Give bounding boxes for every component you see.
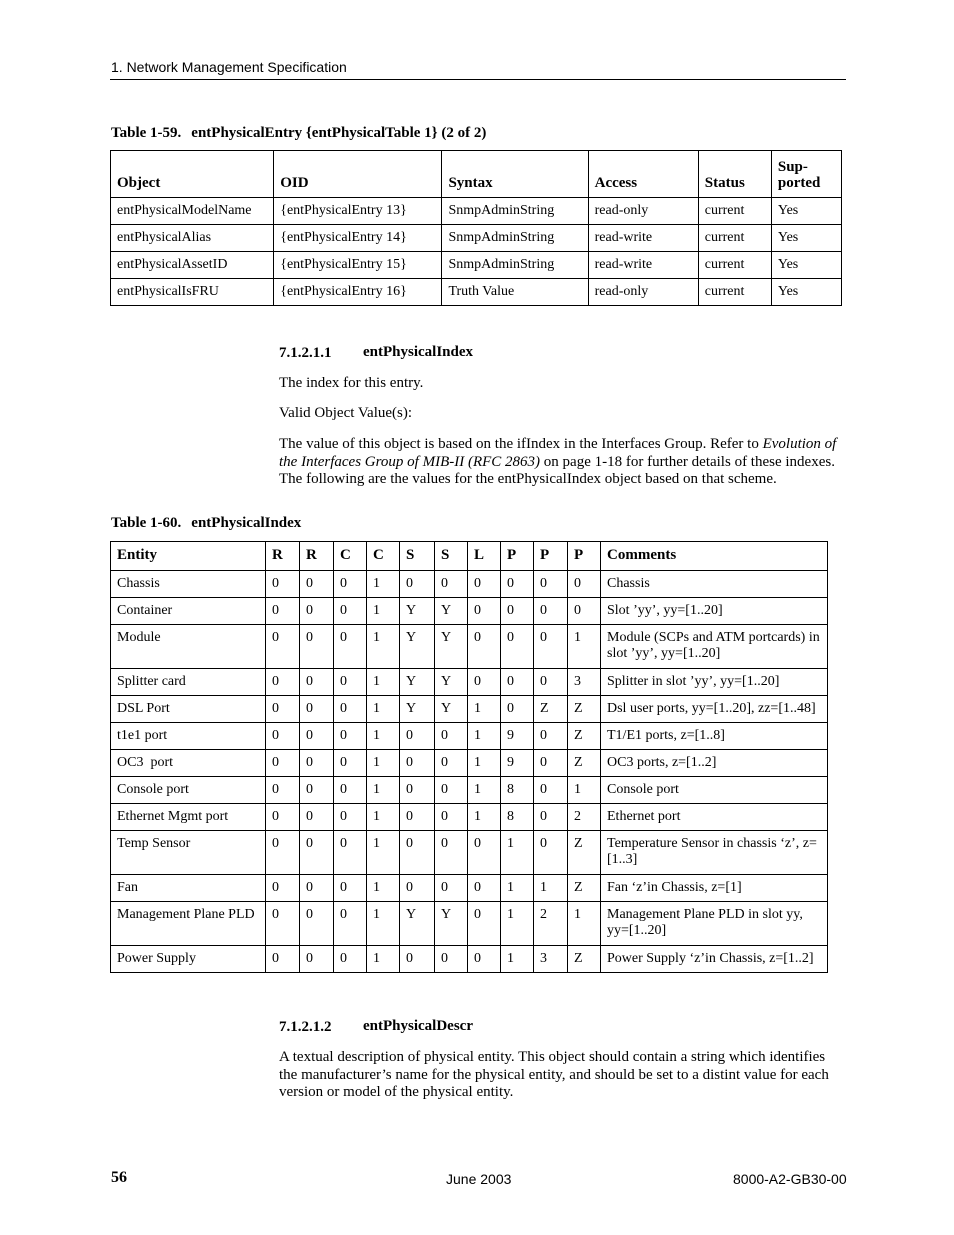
table-cell: 0: [266, 777, 300, 804]
table59-header-access: Access: [588, 151, 698, 198]
table-cell: current: [698, 279, 771, 306]
table-cell: 0: [435, 946, 468, 973]
table-cell: 0: [266, 750, 300, 777]
section-title: entPhysicalDescr: [363, 1018, 473, 1034]
table-cell: Chassis: [601, 571, 828, 598]
table-cell: Z: [568, 723, 601, 750]
table-cell: 0: [435, 875, 468, 902]
table-cell: 0: [334, 750, 367, 777]
table-row: [111, 252, 842, 279]
table-cell: 1: [367, 946, 400, 973]
table-cell: 0: [266, 598, 300, 625]
table-cell: Y: [435, 598, 468, 625]
table-cell: SnmpAdminString: [442, 252, 588, 279]
table-cell: 0: [266, 946, 300, 973]
table60-header-row: [111, 542, 828, 571]
table-cell: 1: [367, 875, 400, 902]
scheme-reference: Evolution of the Interfaces Group of MIB-II (RFC 2863): [279, 436, 837, 470]
table60-header-cell: S: [400, 542, 435, 571]
table-cell: 1: [367, 669, 400, 696]
table-row: [111, 669, 828, 696]
table-cell: Z: [568, 696, 601, 723]
table-cell: 1: [568, 902, 601, 946]
table60-header-cell: P: [568, 542, 601, 571]
table-cell: 0: [568, 571, 601, 598]
table-cell: 0: [468, 946, 501, 973]
table59-header-status: Status: [698, 151, 771, 198]
table-cell: entPhysicalIsFRU: [111, 279, 274, 306]
footer-doc-number: 8000-A2-GB30-00: [733, 1171, 847, 1187]
table-cell: {entPhysicalEntry 14}: [274, 225, 442, 252]
table-row: [111, 875, 828, 902]
table-cell: 0: [534, 804, 568, 831]
table-cell: Management Plane PLD in slot yy, yy=[1..20]: [601, 902, 828, 946]
table-cell: 0: [435, 804, 468, 831]
table-cell: 1: [468, 750, 501, 777]
table-cell: Ethernet Mgmt port: [111, 804, 266, 831]
table-row: [111, 750, 828, 777]
table59-header-supported: [771, 151, 841, 198]
table-cell: 1: [534, 875, 568, 902]
table-row: [111, 198, 842, 225]
table-cell: SnmpAdminString: [442, 198, 588, 225]
table-cell: 0: [266, 625, 300, 669]
table-cell: 0: [400, 831, 435, 875]
table-cell: 2: [568, 804, 601, 831]
table60-header-cell: R: [300, 542, 334, 571]
table-cell: 0: [300, 571, 334, 598]
table-cell: 0: [334, 625, 367, 669]
table-cell: 1: [568, 777, 601, 804]
section-7-1-2-1-1-heading: [279, 344, 474, 362]
table59-header-object: Object: [111, 151, 274, 198]
table-cell: Temp Sensor: [111, 831, 266, 875]
table-cell: 8: [501, 777, 534, 804]
footer-date: June 2003: [446, 1171, 512, 1187]
table-cell: 1: [367, 571, 400, 598]
table-cell: 0: [501, 598, 534, 625]
table-cell: 0: [501, 625, 534, 669]
table-cell: 0: [266, 696, 300, 723]
table-cell: 3: [568, 669, 601, 696]
table59-caption: [111, 125, 486, 142]
table-cell: Z: [568, 946, 601, 973]
supported-line1: Sup-: [777, 159, 808, 175]
table-cell: current: [698, 252, 771, 279]
section-number: 7.1.2.1.1: [279, 345, 332, 361]
table-cell: Y: [400, 696, 435, 723]
table-cell: entPhysicalAssetID: [111, 252, 274, 279]
table60-header-cell: Entity: [111, 542, 266, 571]
table-cell: 0: [334, 946, 367, 973]
table-cell: Fan: [111, 875, 266, 902]
table-cell: DSL Port: [111, 696, 266, 723]
table-cell: 0: [400, 804, 435, 831]
table-cell: 0: [300, 946, 334, 973]
table-cell: Yes: [771, 198, 841, 225]
table-cell: Slot ’yy’, yy=[1..20]: [601, 598, 828, 625]
table-cell: 0: [534, 571, 568, 598]
table-cell: OC3 port: [111, 750, 266, 777]
table-cell: 1: [501, 875, 534, 902]
table-cell: 0: [468, 625, 501, 669]
table-cell: 1: [367, 625, 400, 669]
table-cell: 1: [468, 777, 501, 804]
table-row: [111, 723, 828, 750]
table-cell: Y: [400, 625, 435, 669]
table-row: [111, 804, 828, 831]
table-cell: 1: [367, 831, 400, 875]
table60-header-cell: P: [501, 542, 534, 571]
table-cell: 0: [435, 723, 468, 750]
table-cell: 0: [534, 750, 568, 777]
table-cell: 0: [534, 831, 568, 875]
table-cell: 0: [300, 875, 334, 902]
table-cell: 0: [300, 804, 334, 831]
table60-header-cell: C: [367, 542, 400, 571]
table60-header-cell: C: [334, 542, 367, 571]
table-cell: read-only: [588, 198, 698, 225]
table-cell: Z: [568, 750, 601, 777]
table-cell: 1: [501, 902, 534, 946]
table-cell: Ethernet port: [601, 804, 828, 831]
table-cell: current: [698, 225, 771, 252]
table-cell: Fan ‘z’in Chassis, z=[1]: [601, 875, 828, 902]
table-cell: 0: [300, 777, 334, 804]
table-cell: Y: [435, 669, 468, 696]
table59-header-syntax: Syntax: [442, 151, 588, 198]
table-cell: entPhysicalAlias: [111, 225, 274, 252]
table-cell: 0: [300, 902, 334, 946]
table-cell: 0: [468, 598, 501, 625]
table-cell: 0: [266, 669, 300, 696]
table-cell: 0: [300, 723, 334, 750]
table-cell: 1: [468, 696, 501, 723]
table-cell: Chassis: [111, 571, 266, 598]
table-row: [111, 831, 828, 875]
table-cell: 0: [300, 669, 334, 696]
table60-header-cell: S: [435, 542, 468, 571]
table-cell: 0: [266, 902, 300, 946]
table-cell: Module: [111, 625, 266, 669]
table-cell: 0: [266, 831, 300, 875]
table-cell: Y: [435, 696, 468, 723]
table-cell: read-only: [588, 279, 698, 306]
table60-header-cell: Comments: [601, 542, 828, 571]
table-cell: 0: [266, 804, 300, 831]
section-7-1-2-1-2-heading: [279, 1018, 473, 1036]
section-number: 7.1.2.1.2: [279, 1019, 332, 1035]
table-cell: OC3 ports, z=[1..2]: [601, 750, 828, 777]
table-cell: 0: [435, 571, 468, 598]
table59-header-row: [111, 151, 842, 198]
table60-number: Table 1-60.: [111, 515, 182, 531]
table-cell: 0: [300, 598, 334, 625]
table59: [110, 150, 842, 306]
table-row: [111, 946, 828, 973]
table-cell: 0: [468, 875, 501, 902]
table-cell: {entPhysicalEntry 15}: [274, 252, 442, 279]
table-cell: 0: [534, 625, 568, 669]
table-cell: 0: [334, 723, 367, 750]
table-cell: 8: [501, 804, 534, 831]
table-row: [111, 625, 828, 669]
table-cell: 0: [334, 696, 367, 723]
table-cell: 0: [435, 831, 468, 875]
table-cell: 2: [534, 902, 568, 946]
table-cell: 0: [534, 669, 568, 696]
table-cell: entPhysicalModelName: [111, 198, 274, 225]
table-cell: 0: [501, 696, 534, 723]
table-cell: 0: [400, 750, 435, 777]
table-cell: 0: [534, 598, 568, 625]
table-cell: SnmpAdminString: [442, 225, 588, 252]
page-number: 56: [111, 1169, 127, 1186]
table-cell: Module (SCPs and ATM portcards) in slot ’yy’, yy=[1..20]: [601, 625, 828, 669]
table-cell: current: [698, 198, 771, 225]
table-cell: 0: [266, 571, 300, 598]
table-cell: 0: [468, 669, 501, 696]
table-cell: 0: [400, 777, 435, 804]
table-cell: Splitter card: [111, 669, 266, 696]
table-cell: Y: [400, 598, 435, 625]
paragraph-index-desc: The index for this entry.: [279, 375, 424, 391]
table-cell: 9: [501, 750, 534, 777]
table-cell: 0: [334, 831, 367, 875]
running-header: 1. Network Management Specification: [111, 59, 347, 75]
table-cell: 9: [501, 723, 534, 750]
table-cell: 1: [367, 902, 400, 946]
table-cell: Dsl user ports, yy=[1..20], zz=[1..48]: [601, 696, 828, 723]
table-cell: 0: [300, 831, 334, 875]
table-cell: read-write: [588, 252, 698, 279]
table-cell: Management Plane PLD: [111, 902, 266, 946]
table-cell: {entPhysicalEntry 13}: [274, 198, 442, 225]
table-cell: Console port: [111, 777, 266, 804]
table-cell: 0: [400, 571, 435, 598]
table-cell: 0: [266, 723, 300, 750]
table-cell: Z: [568, 875, 601, 902]
paragraph-index-scheme: [279, 436, 847, 489]
header-rule: [110, 79, 846, 80]
table60: [110, 541, 828, 973]
table-cell: 0: [300, 696, 334, 723]
table-cell: read-write: [588, 225, 698, 252]
table-cell: 0: [334, 875, 367, 902]
table59-header-oid: OID: [274, 151, 442, 198]
table-row: [111, 598, 828, 625]
table-cell: 0: [468, 831, 501, 875]
table-cell: Temperature Sensor in chassis ‘z’, z=[1..3]: [601, 831, 828, 875]
table-row: [111, 777, 828, 804]
table-cell: 0: [334, 804, 367, 831]
table-cell: 0: [300, 750, 334, 777]
table-cell: Container: [111, 598, 266, 625]
table-cell: 1: [367, 777, 400, 804]
scheme-text-b: on page 1-18 for further details of these indexes. The following are the values for the entPhysicalIndex object based on that scheme.: [279, 453, 835, 487]
table-cell: {entPhysicalEntry 16}: [274, 279, 442, 306]
table-cell: 1: [468, 804, 501, 831]
table-cell: 0: [334, 598, 367, 625]
table-cell: 0: [435, 750, 468, 777]
table-cell: Y: [435, 625, 468, 669]
table-cell: 0: [300, 625, 334, 669]
paragraph-valid-values: Valid Object Value(s):: [279, 405, 413, 421]
table-cell: 0: [400, 946, 435, 973]
table-cell: Console port: [601, 777, 828, 804]
supported-line2: ported: [777, 175, 821, 191]
table-cell: 0: [334, 902, 367, 946]
table-cell: 1: [367, 598, 400, 625]
table-row: [111, 225, 842, 252]
table-cell: 1: [367, 750, 400, 777]
table-row: [111, 902, 828, 946]
table-cell: 1: [468, 723, 501, 750]
table-cell: Y: [400, 902, 435, 946]
table-cell: 1: [501, 946, 534, 973]
table-cell: 0: [468, 902, 501, 946]
table60-header-cell: P: [534, 542, 568, 571]
paragraph-descr: A textual description of physical entity. This object should contain a string which identifies the manufacturer’s name for the physical entity, and should be set to a distint value for each version or model of the physical entity.: [279, 1049, 829, 1100]
table-cell: Y: [435, 902, 468, 946]
section-title: entPhysicalIndex: [363, 344, 474, 360]
table-cell: Z: [534, 696, 568, 723]
table-cell: 3: [534, 946, 568, 973]
table60-header-cell: L: [468, 542, 501, 571]
table-cell: Yes: [771, 225, 841, 252]
table-cell: 0: [400, 723, 435, 750]
table-cell: 1: [367, 723, 400, 750]
table-cell: 1: [367, 804, 400, 831]
table-cell: Splitter in slot ’yy’, yy=[1..20]: [601, 669, 828, 696]
scheme-text-a: The value of this object is based on the ifIndex in the Interfaces Group. Refer to: [279, 436, 763, 452]
table60-header-cell: R: [266, 542, 300, 571]
table-cell: Z: [568, 831, 601, 875]
table-cell: Power Supply ‘z’in Chassis, z=[1..2]: [601, 946, 828, 973]
table-row: [111, 571, 828, 598]
table-row: [111, 279, 842, 306]
table-cell: 0: [534, 777, 568, 804]
table-cell: Yes: [771, 279, 841, 306]
table-cell: Power Supply: [111, 946, 266, 973]
table-cell: 0: [468, 571, 501, 598]
table-cell: 1: [367, 696, 400, 723]
table-cell: 0: [334, 669, 367, 696]
table-cell: 0: [334, 571, 367, 598]
table-cell: Y: [400, 669, 435, 696]
table-cell: t1e1 port: [111, 723, 266, 750]
table59-number: Table 1-59.: [111, 125, 182, 141]
table-cell: 1: [568, 625, 601, 669]
table-cell: 0: [435, 777, 468, 804]
table-cell: Truth Value: [442, 279, 588, 306]
table-cell: Yes: [771, 252, 841, 279]
table60-title: entPhysicalIndex: [191, 515, 302, 531]
table-cell: 0: [568, 598, 601, 625]
table-cell: 0: [400, 875, 435, 902]
table60-caption: [111, 515, 301, 532]
table-cell: 1: [501, 831, 534, 875]
table-cell: 0: [501, 669, 534, 696]
table-cell: T1/E1 ports, z=[1..8]: [601, 723, 828, 750]
table-cell: 0: [266, 875, 300, 902]
table-cell: 0: [534, 723, 568, 750]
table-cell: 0: [501, 571, 534, 598]
table-cell: 0: [334, 777, 367, 804]
table59-title: entPhysicalEntry {entPhysicalTable 1} (2 of 2): [191, 125, 487, 141]
table-row: [111, 696, 828, 723]
